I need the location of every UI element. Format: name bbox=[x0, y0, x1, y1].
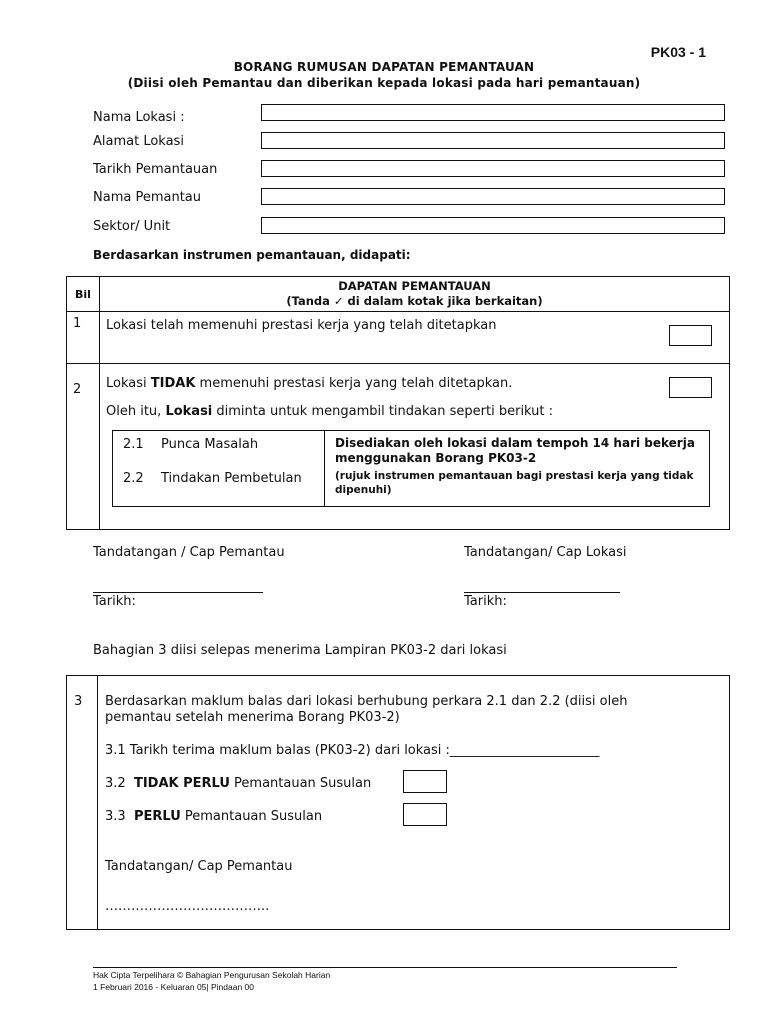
row1-checkbox[interactable] bbox=[669, 325, 712, 346]
section3-sign-dots: ……………………………….. bbox=[105, 899, 270, 914]
item-3-3: 3.3 PERLU Pemantauan Susulan bbox=[105, 809, 323, 824]
field-label-sektor-unit: Sektor/ Unit bbox=[93, 219, 171, 234]
field-label-nama-pemantau: Nama Pemantau bbox=[93, 190, 201, 205]
row2-instruction: Oleh itu, Lokasi diminta untuk mengambil tindakan seperti berikut : bbox=[106, 404, 554, 419]
section3-num: 3 bbox=[74, 694, 83, 709]
sign-line-lokasi bbox=[464, 592, 620, 593]
intro-text: Berdasarkan instrumen pemantauan, didapati: bbox=[93, 248, 411, 262]
date-label-pemantau: Tarikh: bbox=[93, 594, 136, 609]
row1-num: 1 bbox=[67, 312, 100, 364]
field-input-tarikh-pemantauan[interactable] bbox=[261, 160, 725, 177]
form-subtitle: (Diisi oleh Pemantau dan diberikan kepada lokasi pada hari pemantauan) bbox=[127, 76, 641, 90]
item-3-2-checkbox[interactable] bbox=[403, 770, 447, 793]
date-label-lokasi: Tarikh: bbox=[464, 594, 507, 609]
form-title: BORANG RUMUSAN DAPATAN PEMANTAUAN bbox=[233, 60, 535, 74]
action-note-small: (rujuk instrumen pemantauan bagi prestasi kerja yang tidak dipenuhi) bbox=[335, 470, 694, 496]
action-note: Disediakan oleh lokasi dalam tempoh 14 hari bekerja menggunakan Borang PK03-2 bbox=[335, 436, 695, 465]
field-input-alamat-lokasi[interactable] bbox=[261, 132, 725, 149]
field-input-nama-pemantau[interactable] bbox=[261, 188, 725, 205]
item-3-1: 3.1 Tarikh terima maklum balas (PK03-2) dari lokasi :_______________________ bbox=[105, 743, 600, 758]
section3-box bbox=[66, 675, 730, 930]
row2-checkbox[interactable] bbox=[669, 377, 712, 398]
findings-header-note: (Tanda ✓ di dalam kotak jika berkaitan) bbox=[286, 294, 543, 308]
item-2-1-num: 2.1 bbox=[123, 437, 144, 452]
footer-rule bbox=[93, 967, 677, 968]
footer-release: 1 Februari 2016 - Keluaran 05| Pindaan 00 bbox=[93, 982, 254, 992]
section3-sign-label: Tandatangan/ Cap Pemantau bbox=[105, 859, 293, 874]
section3-text: Berdasarkan maklum balas dari lokasi berhubung perkara 2.1 dan 2.2 (diisi oleh pemantau setelah menerima Borang PK03-2) bbox=[105, 694, 628, 725]
form-code: PK03 - 1 bbox=[650, 44, 706, 60]
section3-intro: Bahagian 3 diisi selepas menerima Lampiran PK03-2 dari lokasi bbox=[93, 643, 507, 658]
row2-num: 2 bbox=[67, 364, 100, 530]
findings-header-title: DAPATAN PEMANTAUAN bbox=[338, 279, 491, 293]
field-input-nama-lokasi[interactable] bbox=[261, 104, 725, 121]
item-2-2-label: Tindakan Pembetulan bbox=[161, 471, 302, 486]
row2-text: Lokasi TIDAK memenuhi prestasi kerja yang telah ditetapkan. bbox=[106, 376, 513, 391]
item-3-3-checkbox[interactable] bbox=[403, 803, 447, 826]
item-2-1-label: Punca Masalah bbox=[161, 437, 259, 452]
item-2-2-num: 2.2 bbox=[123, 471, 144, 486]
field-label-tarikh-pemantauan: Tarikh Pemantauan bbox=[93, 162, 218, 177]
sign-label-lokasi: Tandatangan/ Cap Lokasi bbox=[464, 545, 627, 560]
action-box bbox=[112, 430, 710, 507]
field-label-nama-lokasi: Nama Lokasi : bbox=[93, 110, 185, 125]
sign-label-pemantau: Tandatangan / Cap Pemantau bbox=[93, 545, 285, 560]
findings-header bbox=[100, 277, 730, 312]
bil-header: Bil bbox=[67, 277, 100, 312]
item-3-2: 3.2 TIDAK PERLU Pemantauan Susulan bbox=[105, 776, 372, 791]
field-input-sektor-unit[interactable] bbox=[261, 217, 725, 234]
field-label-alamat-lokasi: Alamat Lokasi bbox=[93, 134, 184, 149]
footer-copyright: Hak Cipta Terpelihara © Bahagian Pengurusan Sekolah Harian bbox=[93, 970, 331, 980]
sign-line-pemantau bbox=[93, 592, 263, 593]
row1-text: Lokasi telah memenuhi prestasi kerja yang telah ditetapkan bbox=[100, 312, 730, 364]
